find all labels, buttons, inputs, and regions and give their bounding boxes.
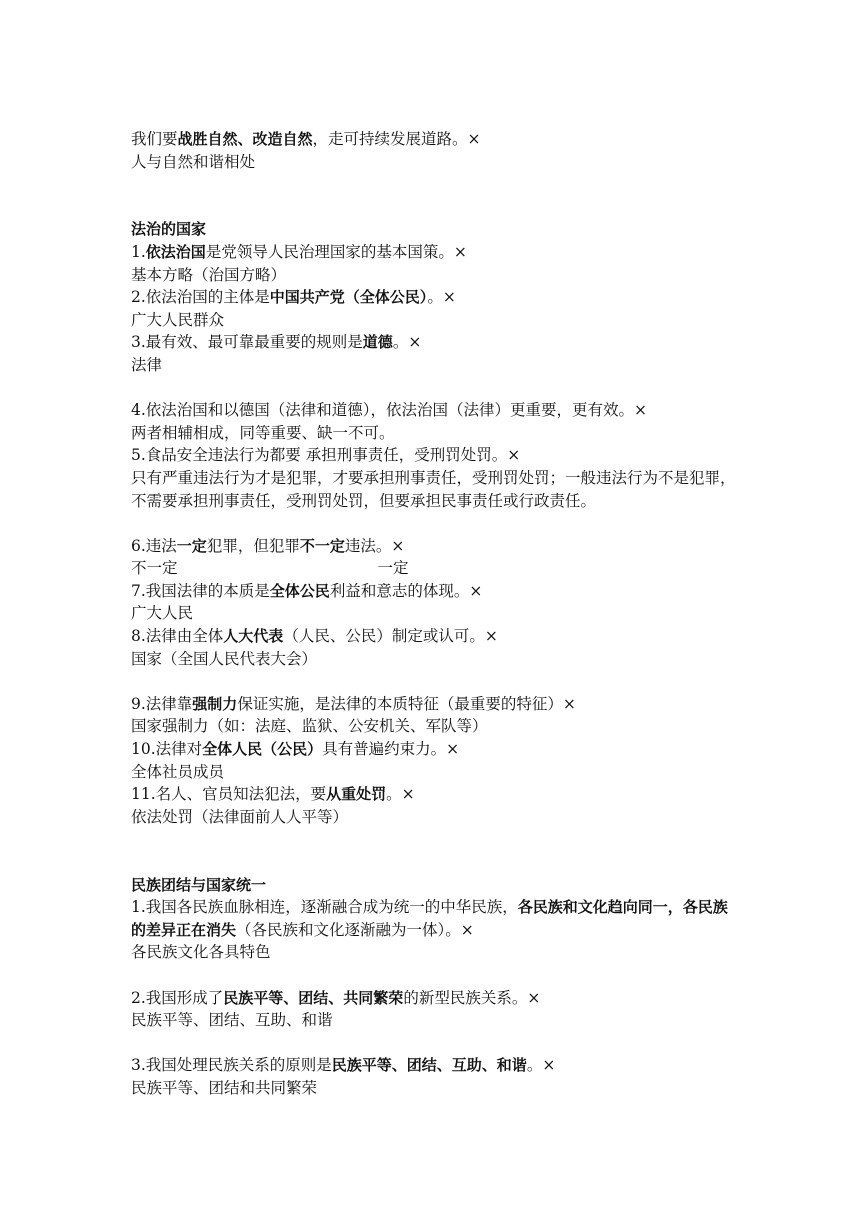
text: 利益和意志的体现。× <box>329 581 483 600</box>
text: 。× <box>526 1056 556 1075</box>
text: 犯罪，但犯罪 <box>206 536 300 555</box>
correction-6 <box>131 557 741 580</box>
bold-text: 人大代表 <box>223 627 284 646</box>
bold-text: 道德 <box>362 333 393 352</box>
statement-5: 5.食品安全违法行为都要 承担刑事责任，受刑罚处罚。× <box>131 446 521 465</box>
statement-4: 4.依法治国和以德国（法律和道德），依法治国（法律）更重要，更有效。× <box>131 401 648 420</box>
correction-2: 广大人民群众 <box>131 310 225 329</box>
text: 违法。× <box>344 536 405 555</box>
text: 2.依法治国的主体是 <box>131 288 270 307</box>
bold-text: 从重处罚 <box>326 785 387 804</box>
statement-1 <box>131 241 741 264</box>
spacer <box>131 964 741 987</box>
spacer <box>131 377 741 400</box>
spacer <box>131 851 741 874</box>
spacer <box>131 670 741 693</box>
statement-2 <box>131 286 741 309</box>
correction-5: 只有严重违法行为才是犯罪，才要承担刑事责任，受刑罚处罚；一般违法行为不是犯罪，不需要承担刑事责任，受刑罚处罚，但要承担民事责任或行政责任。 <box>131 468 736 510</box>
bold-text: 民族平等、团结、互助、和谐 <box>331 1056 527 1075</box>
correction-8: 国家（全国人民代表大会） <box>131 649 318 668</box>
statement-3 <box>131 331 741 354</box>
text: （各民族和文化逐渐融为一体）。× <box>236 920 474 939</box>
section-heading: 法治的国家 <box>131 220 207 239</box>
statement-1 <box>131 896 741 941</box>
text: 保证实施，是法律的本质特征（最重要的特征）× <box>237 694 576 713</box>
statement-10 <box>131 738 741 761</box>
text: 1.我国各民族血脉相连，逐渐融合成为统一的中华民族， <box>131 898 518 917</box>
text: 2.我国形成了 <box>131 988 224 1007</box>
text: 一定 <box>377 559 409 578</box>
bold-text: 一定 <box>176 536 207 555</box>
bold-text: 全体公民 <box>269 581 330 600</box>
text: 9.法律靠 <box>131 694 193 713</box>
text: 1. <box>131 242 146 261</box>
text: 不一定 <box>131 559 178 578</box>
bold-text: 战胜自然、改造自然 <box>177 130 313 148</box>
bold-text: 民族平等、团结、共同繁荣 <box>223 988 404 1007</box>
text: 我们要 <box>131 130 178 148</box>
correction-3: 法律 <box>131 355 163 374</box>
text: ，走可持续发展道路。× <box>312 130 481 148</box>
intro-statement <box>131 128 741 151</box>
text: 是党领导人民治理国家的基本国策。× <box>205 242 467 261</box>
document-page <box>131 128 741 1100</box>
bold-text: 不一定 <box>299 536 345 555</box>
statement-2 <box>131 987 741 1010</box>
spacer <box>131 196 741 219</box>
text: 具有普遍约束力。× <box>322 740 460 759</box>
spacer <box>131 512 741 535</box>
correction-10: 全体社员成员 <box>131 762 225 781</box>
text: （人民、公民）制定或认可。× <box>283 627 498 646</box>
text: 的新型民族关系。× <box>403 988 541 1007</box>
bold-text: 中国共产党（全体公民） <box>269 288 428 307</box>
spacer <box>131 173 741 196</box>
section-heading: 民族团结与国家统一 <box>131 875 267 894</box>
spacer <box>131 828 741 851</box>
statement-7 <box>131 580 741 603</box>
text: 3.我国处理民族关系的原则是 <box>131 1056 332 1075</box>
correction-1: 各民族文化各具特色 <box>131 943 271 962</box>
intro-correction: 人与自然和谐相处 <box>131 152 256 171</box>
bold-text: 各民族和文化趋向同一，各民族的差异正在消失 <box>131 898 728 939</box>
statement-11 <box>131 783 741 806</box>
text: 。× <box>386 785 415 804</box>
correction-4: 两者相辅相成，同等重要、缺一不可。 <box>131 423 395 442</box>
spacer <box>131 1032 741 1055</box>
text: 。× <box>392 333 422 352</box>
statement-3 <box>131 1054 741 1077</box>
text: 10.法律对 <box>131 740 203 759</box>
statement-9 <box>131 693 741 716</box>
statement-8 <box>131 625 741 648</box>
correction-7: 广大人民 <box>131 604 194 623</box>
correction-3: 民族平等、团结和共同繁荣 <box>131 1078 318 1097</box>
text: 6.违法 <box>131 536 177 555</box>
text: 。× <box>427 288 456 307</box>
correction-1: 基本方略（治国方略） <box>131 265 287 284</box>
text: 11.名人、官员知法犯法，要 <box>131 785 327 804</box>
statement-6 <box>131 535 741 558</box>
text: 3.最有效、最可靠最重要的规则是 <box>131 333 363 352</box>
bold-text: 依法治国 <box>145 242 206 261</box>
text: 8.法律由全体 <box>131 627 224 646</box>
bold-text: 全体人民（公民） <box>202 740 323 759</box>
bold-text: 强制力 <box>192 694 238 713</box>
correction-11: 依法处罚（法律面前人人平等） <box>131 807 349 826</box>
text: 7.我国法律的本质是 <box>131 581 270 600</box>
correction-9: 国家强制力（如：法庭、监狱、公安机关、军队等） <box>131 717 488 736</box>
correction-2: 民族平等、团结、互助、和谐 <box>131 1011 333 1030</box>
